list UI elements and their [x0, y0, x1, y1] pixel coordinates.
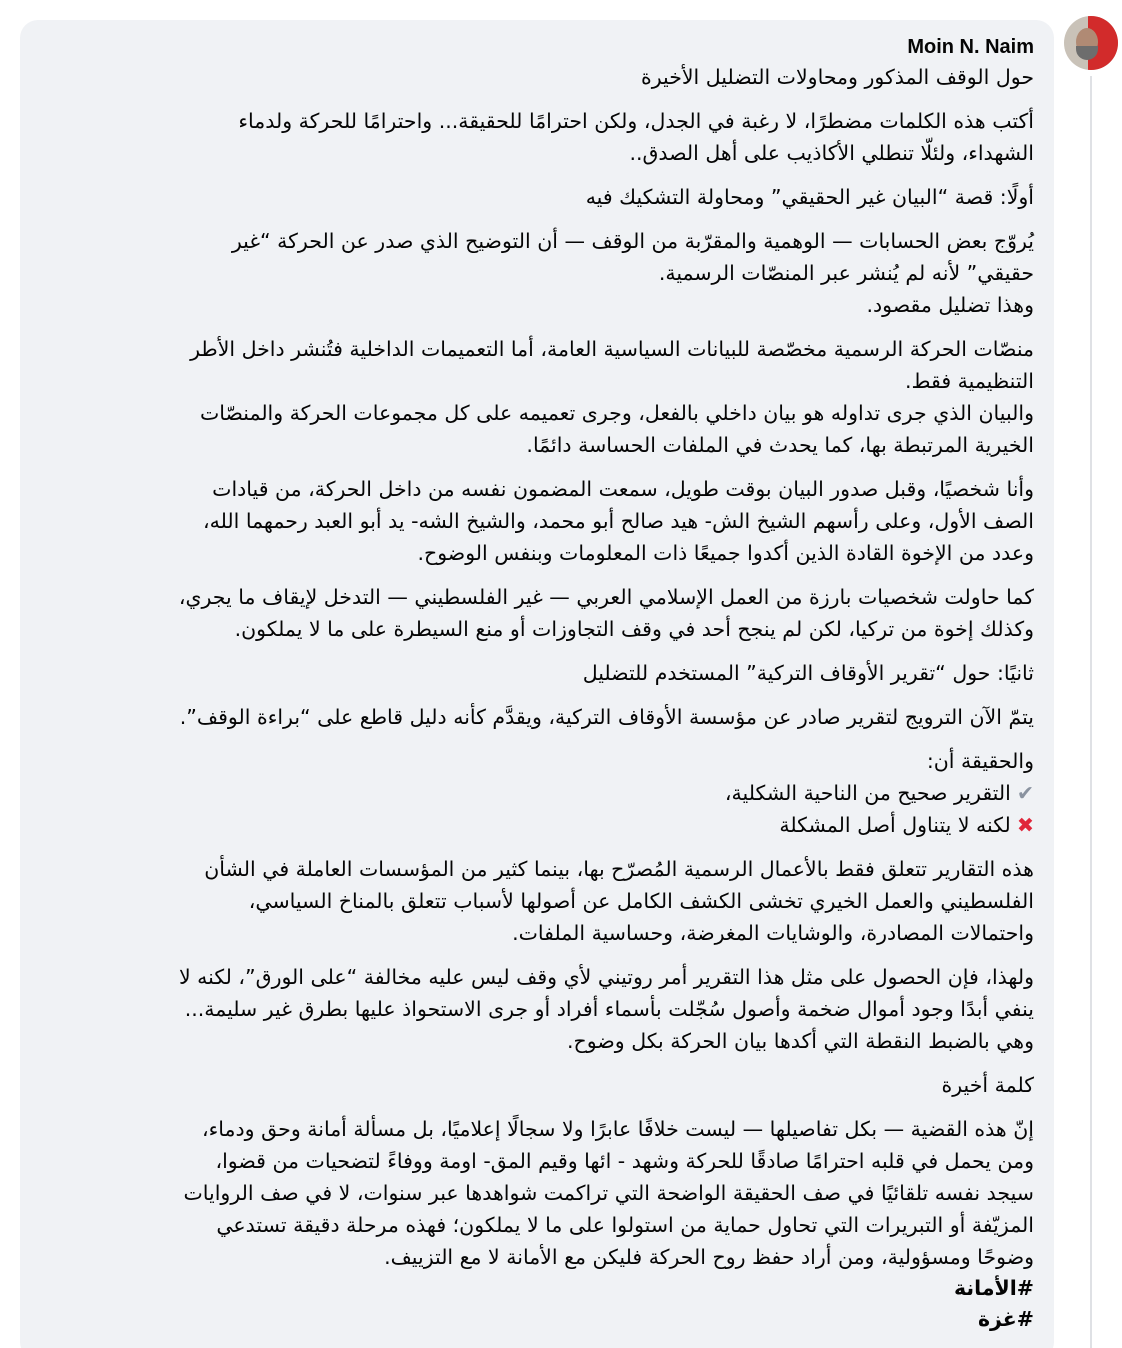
check-item	[40, 777, 1034, 809]
comment-line: المزيّفة أو التبريرات التي تحاول حماية من استولوا على ما لا يملكون؛ فهذه مرحلة دقيقة تستدعي	[216, 1213, 1034, 1237]
comment-line: إنّ هذه القضية — بكل تفاصيلها — ليست خلافًا عابرًا ولا سجالًا إعلاميًا، بل مسألة أمانة وحق ودماء،	[202, 1117, 1034, 1141]
comment-line: ثانيًا: حول “تقرير الأوقاف التركية” المستخدم للتضليل	[582, 661, 1034, 685]
check-mark-icon: ✔	[1016, 781, 1034, 805]
comment-line: أولًا: قصة “البيان غير الحقيقي” ومحاولة التشكيك فيه	[585, 185, 1034, 209]
comment-line: واحتمالات المصادرة، والوشايات المغرضة، وحساسية الملفات.	[512, 921, 1034, 945]
comment-line: وعدد من الإخوة القادة الذين أكدوا جميعًا ذات المعلومات وبنفس الوضوح.	[417, 541, 1034, 565]
comment-paragraph	[40, 1113, 1034, 1273]
comment-line: منصّات الحركة الرسمية مخصّصة للبيانات السياسية العامة، أما التعميمات الداخلية فتُنشر داخل الأطر	[190, 337, 1034, 361]
comment-paragraph	[40, 961, 1034, 1057]
comment-line: وهذا تضليل مقصود.	[866, 293, 1034, 317]
comment-line: الشهداء، ولئلّا تنطلي الأكاذيب على أهل الصدق..	[629, 141, 1034, 165]
comment-line: كما حاولت شخصيات بارزة من العمل الإسلامي العربي — غير الفلسطيني — التدخل لإيقاف ما يجري،	[178, 585, 1034, 609]
comment-paragraph	[40, 333, 1034, 461]
comment-paragraph	[40, 1069, 1034, 1101]
comment-line: أكتب هذه الكلمات مضطرًا، لا رغبة في الجدل، ولكن احترامًا للحقيقة... واحترامًا للحركة ولدماء	[238, 109, 1034, 133]
comment-line: حقيقي” لأنه لم يُنشر عبر المنصّات الرسمية.	[658, 261, 1034, 285]
comment-line: والحقيقة أن:	[926, 749, 1034, 773]
comment-paragraph	[40, 225, 1034, 321]
comment-line: الصف الأول، وعلى رأسهم الشيخ الش- هيد صالح أبو محمد، والشيخ الشه- يد أبو العبد رحمهما الله،	[202, 509, 1034, 533]
comment-body	[40, 61, 1034, 1273]
thread-line	[1090, 76, 1092, 1348]
cross-mark-icon: ✖	[1016, 813, 1034, 837]
comment-line: وضوحًا ومسؤولية، ومن أراد حفظ روح الحركة فليكن مع الأمانة لا مع التزييف.	[384, 1245, 1034, 1269]
comment-paragraph	[40, 61, 1034, 93]
comment-paragraph	[40, 657, 1034, 689]
comment-line: يُروّج بعض الحسابات — الوهمية والمقرّبة من الوقف — أن التوضيح الذي صدر عن الحركة “غير	[231, 229, 1034, 253]
comment-line: سيجد نفسه تلقائيًا في صف الحقيقة الواضحة التي تراكمت شواهدها عبر سنوات، لا في صف الروايات	[183, 1181, 1034, 1205]
comment-line: ولهذا، فإن الحصول على مثل هذا التقرير أمر روتيني لأي وقف ليس عليه مخالفة “على الورق”، لكنه لا	[178, 965, 1034, 989]
comment-paragraph	[40, 181, 1034, 213]
comment-line: يتمّ الآن الترويج لتقرير صادر عن مؤسسة الأوقاف التركية، ويقدَّم كأنه دليل قاطع على “براءة الوقف”.	[179, 705, 1034, 729]
cross-item-text: لكنه لا يتناول أصل المشكلة	[779, 813, 1011, 837]
comment-paragraph	[40, 853, 1034, 949]
comment-paragraph	[40, 745, 1034, 841]
comment-paragraph	[40, 701, 1034, 733]
comment-line: وكذلك إخوة من تركيا، لكن لم ينجح أحد في وقف التجاوزات أو منع السيطرة على ما لا يملكون.	[234, 617, 1034, 641]
comment-paragraph	[40, 581, 1034, 645]
hashtag-link[interactable]: #غزة	[977, 1307, 1034, 1331]
cross-item	[40, 809, 1034, 841]
comment-line: كلمة أخيرة	[941, 1073, 1034, 1097]
comment-line: الخيرية المرتبطة بها، كما يحدث في الملفات الحساسة دائمًا.	[526, 433, 1034, 457]
hashtag-link[interactable]: #الأمانة	[954, 1276, 1034, 1300]
comment-line: الفلسطيني والعمل الخيري تخشى الكشف الكامل عن أصولها لأسباب تتعلق بالمناخ السياسي،	[248, 889, 1034, 913]
comment-bubble	[20, 20, 1054, 1348]
comment-line: والبيان الذي جرى تداوله هو بيان داخلي بالفعل، وجرى تعميمه على كل مجموعات الحركة والمنصّات	[199, 401, 1034, 425]
comment-line: وهي بالضبط النقطة التي أكدها بيان الحركة بكل وضوح.	[567, 1029, 1034, 1053]
author-name[interactable]: Moin N. Naim	[907, 36, 1034, 58]
comment-line: هذه التقارير تتعلق فقط بالأعمال الرسمية المُصرّح بها، بينما كثير من المؤسسات العاملة في الشأن	[204, 857, 1034, 881]
author-avatar[interactable]	[1064, 16, 1118, 70]
check-item-text: التقرير صحيح من الناحية الشكلية،	[724, 781, 1011, 805]
hashtag-list	[40, 1273, 1034, 1335]
comment-line: ومن يحمل في قلبه احترامًا صادقًا للحركة وشهد - ائها وقيم المق- اومة ووفاءً لتضحيات من قضوا،	[215, 1149, 1034, 1173]
comment-paragraph	[40, 105, 1034, 169]
comment-line: التنظيمية فقط.	[904, 369, 1034, 393]
comment-line: ينفي أبدًا وجود أموال ضخمة وأصول سُجّلت بأسماء أفراد أو جرى الاستحواذ عليها بطرق غير سليمة...	[184, 997, 1034, 1021]
comment-line: حول الوقف المذكور ومحاولات التضليل الأخيرة	[640, 65, 1034, 89]
comment-paragraph	[40, 473, 1034, 569]
comment-line: وأنا شخصيًا، وقبل صدور البيان بوقت طويل، سمعت المضمون نفسه من داخل الحركة، من قيادات	[212, 477, 1034, 501]
